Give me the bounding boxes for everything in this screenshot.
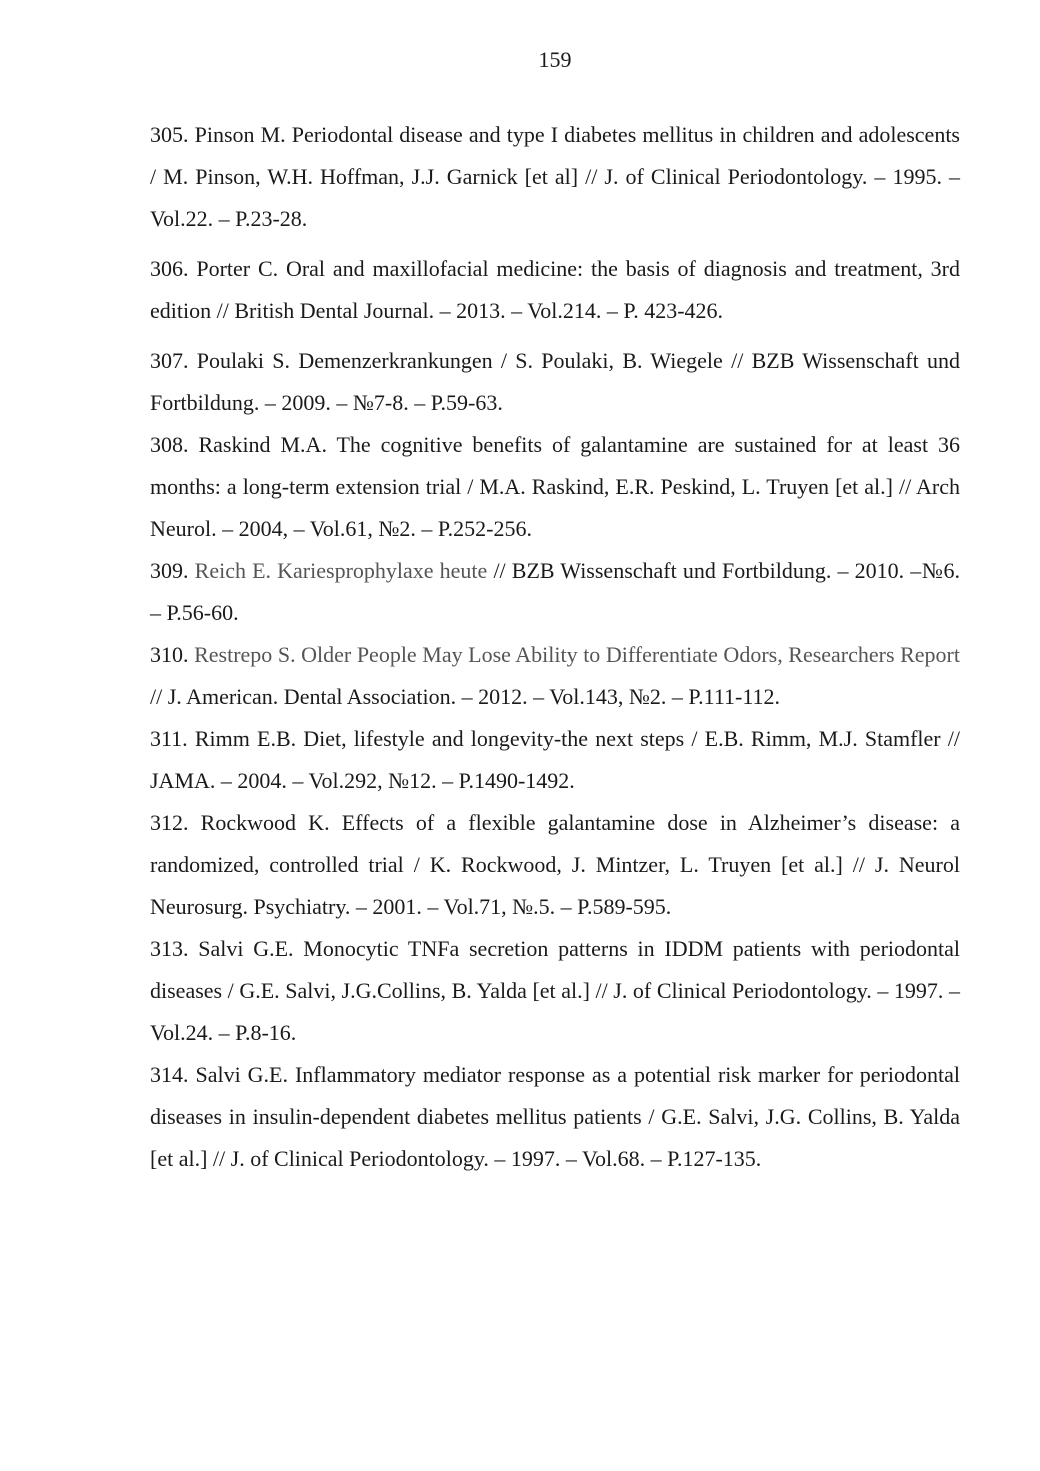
reference-309 [150, 550, 960, 634]
reference-312: 312. Rockwood K. Effects of a flexible galantamine dose in Alzheimer’s disease: a randomized, controlled trial / K. Rockwood, J. Mintzer, L. Truyen [et al.] // J. Neurol Neurosurg. Psychiatry. – 2001. – Vol.71, №.5. – P.589-595. [150, 810, 960, 919]
reference-310-source: // J. American. Dental Association. – 2012. – Vol.143, №2. – P.111-112. [150, 684, 781, 709]
reference-314: 314. Salvi G.E. Inflammatory mediator response as a potential risk marker for periodontal diseases in insulin-dependent diabetes mellitus patients / G.E. Salvi, J.G. Collins, B. Yalda [et al.] // J. of Clinical Periodontology. – 1997. – Vol.68. – P.127-135. [150, 1062, 960, 1171]
reference-307: 307. Poulaki S. Demenzerkrankungen / S. Poulaki, B. Wiegele // BZB Wissenschaft und Fortbildung. – 2009. – №7-8. – P.59-63. [150, 348, 960, 415]
reference-305: 305. Pinson M. Periodontal disease and type I diabetes mellitus in children and adolescents / M. Pinson, W.H. Hoffman, J.J. Garnick [et al] // J. of Clinical Periodontology. – 1995. – Vol.22. – P.23-28. [150, 122, 960, 231]
reference-306: 306. Porter C. Oral and maxillofacial medicine: the basis of diagnosis and treatment, 3rd edition // British Dental Journal. – 2013. – Vol.214. – P. 423-426. [150, 256, 960, 323]
reference-310 [150, 634, 960, 718]
page-number: 159 [538, 47, 572, 72]
reference-311: 311. Rimm E.B. Diet, lifestyle and longevity-the next steps / E.B. Rimm, M.J. Stamfler // JAMA. – 2004. – Vol.292, №12. – P.1490-1492. [150, 726, 960, 793]
reference-310-author-title: Restrepo S. Older People May Lose Ability to Differentiate Odors, Researchers Report [194, 642, 960, 667]
reference-310-number: 310. [150, 642, 189, 667]
reference-313: 313. Salvi G.E. Monocytic TNFa secretion patterns in IDDM patients with periodontal diseases / G.E. Salvi, J.G.Collins, B. Yalda [et al.] // J. of Clinical Periodontology. – 1997. – Vol.24. – P.8-16. [150, 936, 960, 1045]
reference-309-author-title: Reich E. Kariesprophylaxe heute [194, 558, 488, 583]
reference-309-source: // BZB Wissenschaft und Fortbildung. – 2010. –№6. – P.56-60. [150, 558, 961, 625]
reference-308: 308. Raskind M.A. The cognitive benefits of galantamine are sustained for at least 36 months: a long-term extension trial / M.A. Raskind, E.R. Peskind, L. Truyen [et al.] // Arch Neurol. – 2004, – Vol.61, №2. – P.252-256. [150, 432, 960, 541]
reference-309-number: 309. [150, 558, 189, 583]
reference-list [150, 114, 960, 1180]
